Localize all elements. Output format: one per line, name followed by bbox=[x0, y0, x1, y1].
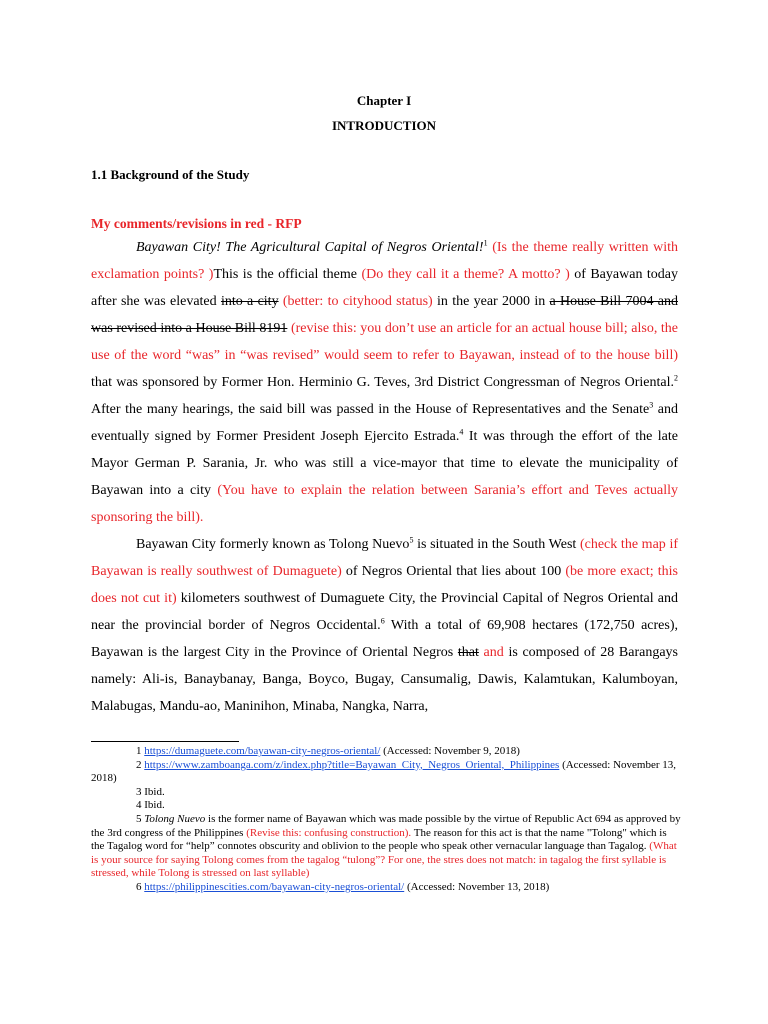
footnote-text: The reason for this act is that the name "Tolong" which is the Tagalog word for “help” connotes obscurity and oblivion to the people who speak other vernacular language than Tagalog. bbox=[91, 826, 667, 853]
body-text bbox=[91, 234, 678, 720]
comment: (Is the theme really written with exclamation points? ) bbox=[91, 240, 678, 282]
text-run: is situated in the South West bbox=[413, 537, 580, 552]
comments-note: My comments/revisions in red - RFP bbox=[91, 216, 302, 231]
comment: (be more exact; this does not cut it) bbox=[91, 564, 678, 606]
comment: (You have to explain the relation between Sarania’s effort and Teves actually sponsoring the bill). bbox=[91, 483, 679, 525]
text-run: It was through the effort of the late Mayor German P. Sarania, Jr. who was still a vice-mayor that time to elevate the municipality of Bayawan into a city bbox=[91, 429, 678, 498]
text-run: in the year 2000 in bbox=[432, 294, 550, 309]
comment: (check the map if Bayawan is really southwest of Dumaguete) bbox=[91, 537, 678, 579]
footnote-2 bbox=[91, 759, 681, 786]
comment: (revise this: you don’t use an article for an actual house bill; also, the use of the word “was” in “was revised” would seem to refer to Bayawan, instead of to the house bill) bbox=[91, 321, 678, 363]
footnote-italic: Tolong Nuevo bbox=[144, 812, 206, 825]
struck-text: that bbox=[457, 645, 479, 660]
footnote-ref-4[interactable]: 4 bbox=[459, 427, 464, 437]
footnote-ref-3[interactable]: 3 bbox=[649, 400, 654, 410]
struck-text: into a city bbox=[220, 294, 279, 309]
paragraph-2 bbox=[91, 531, 678, 720]
footnote-text: (Accessed: November 9, 2018) bbox=[380, 745, 520, 757]
comment: (better: to cityhood status) bbox=[278, 294, 433, 309]
footnote-link[interactable]: https://philippinescities.com/bayawan-city-negros-oriental/ bbox=[144, 880, 405, 893]
section-heading: 1.1 Background of the Study bbox=[91, 167, 250, 182]
footnote-number: 2 bbox=[136, 758, 145, 771]
footnote-number: 5 bbox=[136, 812, 145, 825]
text-run: This is the official theme bbox=[213, 267, 362, 282]
comment: and bbox=[478, 645, 504, 660]
footnote-ref-2[interactable]: 2 bbox=[674, 373, 678, 383]
chapter-title: INTRODUCTION bbox=[331, 118, 436, 133]
text-run: that was sponsored by Former Hon. Herminio G. Teves, 3rd District Congressman of Negros Oriental. bbox=[91, 375, 674, 390]
text-run: of Bayawan today after she was elevated bbox=[91, 267, 679, 309]
text-run: and eventually signed by Former President Joseph Ejercito Estrada. bbox=[91, 402, 679, 444]
footnote-4: 4 Ibid. bbox=[136, 799, 165, 812]
paragraph-1 bbox=[91, 234, 678, 531]
text-run: kilometers southwest of Dumaguete City, the Provincial Capital of Negros Oriental and near the provincial border of Negros Occidental. bbox=[91, 591, 678, 633]
comment: (What is your source for saying Tolong comes from the tagalog “tulong”? For one, the stres does not match: in tagalog the first syllable is stressed, while Tolong is stressed on last syllable) bbox=[91, 840, 677, 880]
theme-text: Bayawan City! The Agricultural Capital of Negros Oriental! bbox=[136, 240, 484, 255]
comment: (Do they call it a theme? A motto? ) bbox=[361, 267, 570, 282]
footnote-number: 6 bbox=[136, 880, 145, 893]
footnote-ref-5[interactable]: 5 bbox=[409, 535, 414, 545]
text-run: After the many hearings, the said bill was passed in the House of Representatives and the Senate bbox=[91, 402, 650, 417]
footnote-ref-6[interactable]: 6 bbox=[380, 616, 385, 626]
footnotes bbox=[91, 745, 681, 895]
text-run: Bayawan City formerly known as Tolong Nuevo bbox=[136, 537, 410, 552]
text-run: of Negros Oriental that lies about 100 bbox=[341, 564, 566, 579]
footnote-text: is the former name of Bayawan which was made possible by the virtue of Republic Act 694 as approved by the 3rd congress of the Philippines bbox=[91, 812, 681, 839]
footnote-number: 1 bbox=[136, 745, 145, 757]
footnote-6 bbox=[91, 881, 681, 895]
footnote-link[interactable]: https://www.zamboanga.com/z/index.php?title=Bayawan_City,_Negros_Oriental,_Philippines bbox=[144, 758, 560, 771]
footnote-text: (Accessed: November 13, 2018) bbox=[91, 758, 676, 785]
footnote-text: (Accessed: November 13, 2018) bbox=[404, 880, 550, 893]
footnote-ref-1[interactable]: 1 bbox=[483, 238, 488, 248]
footnote-separator bbox=[91, 741, 239, 742]
footnote-1 bbox=[91, 745, 681, 759]
text-run: is composed of 28 Barangays namely: Ali-is, Banaybanay, Banga, Boyco, Bugay, Cansumalig, Dawis, Kalamtukan, Kalumboyan, Malabugas, Mandu-ao, Maninihon, Minaba, Nangka, Narra, bbox=[91, 645, 678, 714]
footnote-5 bbox=[91, 813, 681, 881]
footnote-link[interactable]: https://dumaguete.com/bayawan-city-negros-oriental/ bbox=[144, 745, 381, 757]
text-run: With a total of 69,908 hectares (172,750 acres), Bayawan is the largest City in the Province of Oriental Negros bbox=[91, 618, 678, 660]
comment: (Revise this: confusing construction). bbox=[246, 826, 412, 839]
struck-text: a House Bill 7004 and was revised into a House Bill 8191 bbox=[91, 294, 678, 336]
chapter-label: Chapter I bbox=[356, 93, 412, 108]
footnote-3: 3 Ibid. bbox=[136, 785, 165, 798]
